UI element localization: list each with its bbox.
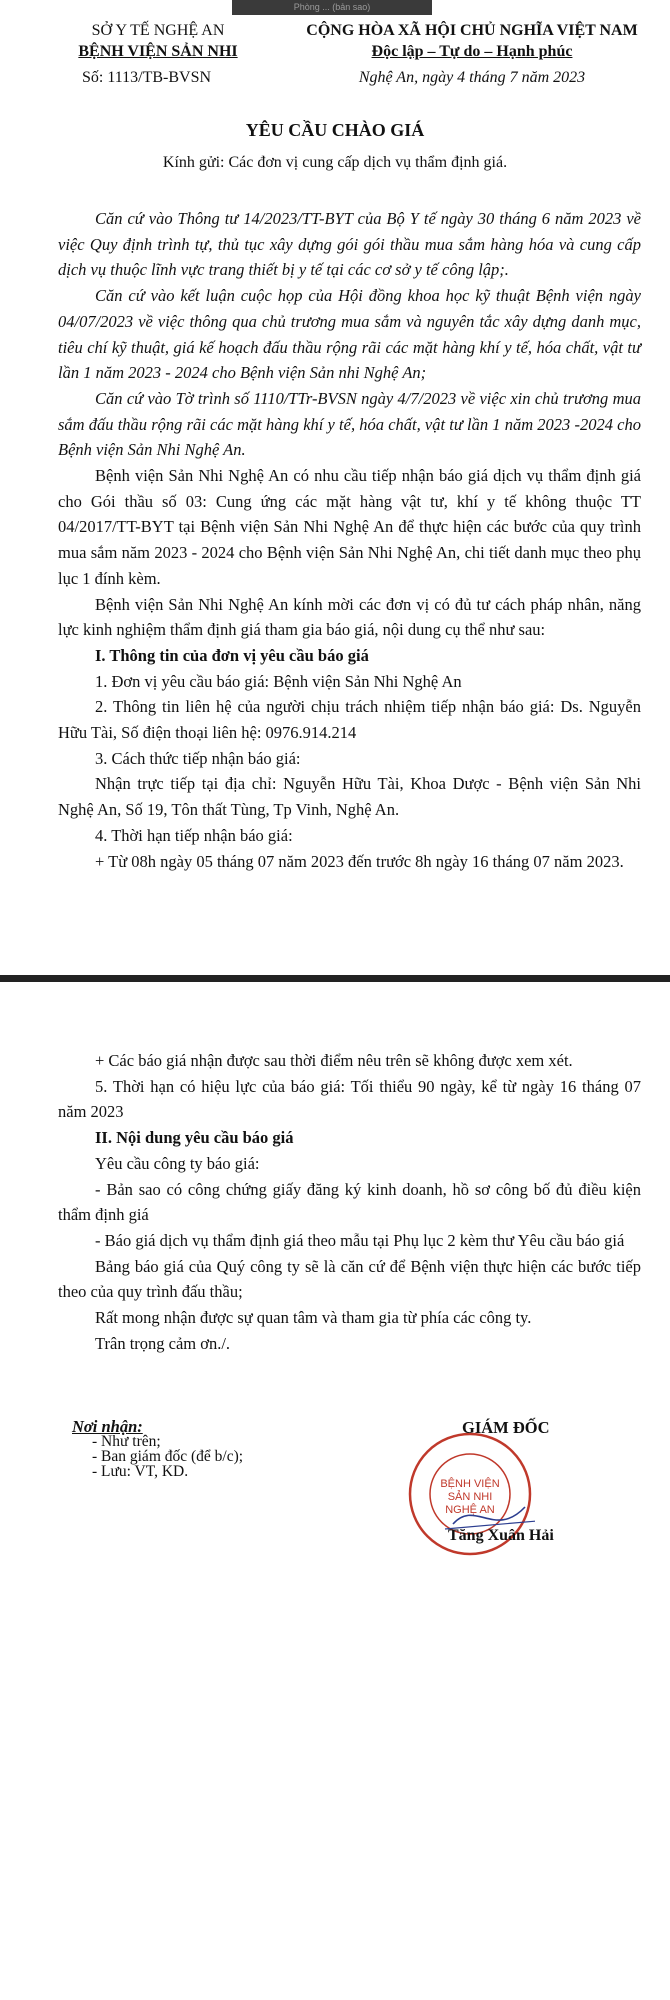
national-motto: Độc lập – Tự do – Hạnh phúc xyxy=(371,43,573,60)
paragraph: Căn cứ vào Thông tư 14/2023/TT-BYT của Bộ Y tế ngày 30 tháng 6 năm 2023 về việc Quy định trình tự, thủ tục xây dựng gói gói thầu mua sắm hàng hóa và cung cấp dịch vụ thuộc lĩnh vực trang thiết bị y tế tại các cơ sở y tế công lập;. xyxy=(58,209,641,280)
signer-title: GIÁM ĐỐC xyxy=(462,1418,550,1437)
recipient-item: - Như trên; xyxy=(92,1433,161,1450)
document-number: Số: 1113/TB-BVSN xyxy=(82,69,212,86)
paragraph: Bệnh viện Sản Nhi Nghệ An có nhu cầu tiếp nhận báo giá dịch vụ thẩm định giá cho Gói thầu số 03: Cung ứng các mặt hàng vật tư, khí y tế không thuộc TT 04/2017/TT-BYT tại Bệnh viện Sản Nhi Nghệ An để thực hiện các bước của quy trình mua sắm năm 2023 - 2024 cho Bệnh viện Sản Nhi Nghệ An, chi tiết danh mục theo phụ lục 1 đính kèm. xyxy=(58,466,641,588)
document-date: Nghệ An, ngày 4 tháng 7 năm 2023 xyxy=(358,69,586,86)
paragraph: Căn cứ vào kết luận cuộc họp của Hội đồng khoa học kỹ thuật Bệnh viện ngày 04/07/2023 về việc thông qua chủ trương mua sắm và nguyên tắc xây dựng danh mục, tiêu chí kỹ thuật, giá kế hoạch đấu thầu rộng rãi các mặt hàng khí y tế, hóa chất, vật tư lần 1 năm 2023 - 2024 cho Bệnh viện Sản nhi Nghệ An; xyxy=(58,286,641,383)
page-separator xyxy=(0,975,670,982)
paragraph: Bảng báo giá của Quý công ty sẽ là căn cứ để Bệnh viện thực hiện các bước tiếp theo của quy trình đấu thầu; xyxy=(58,1256,641,1302)
paragraph: Căn cứ vào Tờ trình số 1110/TTr-BVSN ngày 4/7/2023 về việc xin chủ trương mua sắm đấu thầu rộng rãi các mặt hàng khí y tế, hóa chất, vật tư lần 1 năm 2023 -2024 cho Bệnh viện Sản Nhi Nghệ An. xyxy=(58,388,641,460)
paragraph: 3. Cách thức tiếp nhận báo giá: xyxy=(95,748,301,768)
national-title: CỘNG HÒA XÃ HỘI CHỦ NGHĨA VIỆT NAM xyxy=(306,22,638,39)
recipients-heading: Nơi nhận: xyxy=(72,1417,143,1436)
recipient-item: - Lưu: VT, KD. xyxy=(92,1463,189,1480)
paragraph: + Từ 08h ngày 05 tháng 07 năm 2023 đến trước 8h ngày 16 tháng 07 năm 2023. xyxy=(95,851,624,871)
paragraph: - Bản sao có công chứng giấy đăng ký kinh doanh, hồ sơ công bố đủ điều kiện thẩm định giá xyxy=(58,1179,641,1225)
document-page-2 xyxy=(0,982,670,2000)
paragraph: + Các báo giá nhận được sau thời điểm nêu trên sẽ không được xem xét. xyxy=(95,1051,573,1070)
paragraph: 1. Đơn vị yêu cầu báo giá: Bệnh viện Sản Nhi Nghệ An xyxy=(95,671,462,691)
paragraph: II. Nội dung yêu cầu báo giá xyxy=(95,1128,294,1148)
document-page-1 xyxy=(0,0,670,975)
paragraph: 4. Thời hạn tiếp nhận báo giá: xyxy=(95,825,293,845)
greeting: Kính gửi: Các đơn vị cung cấp dịch vụ thẩm định giá. xyxy=(162,154,508,171)
agency-name: BỆNH VIỆN SẢN NHI xyxy=(78,43,238,60)
recipients-block xyxy=(72,1419,243,1479)
page1-body xyxy=(58,206,641,874)
paragraph: - Báo giá dịch vụ thẩm định giá theo mẫu tại Phụ lục 2 kèm thư Yêu cầu báo giá xyxy=(95,1230,625,1250)
paragraph: Nhận trực tiếp tại địa chỉ: Nguyễn Hữu Tài, Khoa Dược - Bệnh viện Sản Nhi Nghệ An, Số 19, Tôn thất Tùng, Tp Vinh, Nghệ An. xyxy=(58,774,641,820)
paragraph: Trân trọng cảm ơn./. xyxy=(95,1333,231,1353)
recipient-item: - Ban giám đốc (để b/c); xyxy=(92,1448,244,1465)
page2-body xyxy=(58,1048,641,1356)
paragraph: I. Thông tin của đơn vị yêu cầu báo giá xyxy=(95,645,369,665)
paragraph: 2. Thông tin liên hệ của người chịu trách nhiệm tiếp nhận báo giá: Ds. Nguyễn Hữu Tài, Số điện thoại liên hệ: 0976.914.214 xyxy=(58,697,641,743)
paragraph: 5. Thời hạn có hiệu lực của báo giá: Tối thiểu 90 ngày, kể từ ngày 16 tháng 07 năm 2023 xyxy=(58,1076,641,1122)
agency-parent: SỞ Y TẾ NGHỆ AN xyxy=(91,22,225,39)
document-title: YÊU CẦU CHÀO GIÁ xyxy=(245,120,425,140)
paragraph: Yêu cầu công ty báo giá: xyxy=(95,1153,260,1173)
national-header xyxy=(282,20,662,62)
paragraph: Bệnh viện Sản Nhi Nghệ An kính mời các đơn vị có đủ tư cách pháp nhân, năng lực kinh nghiệm thẩm định giá tham gia báo giá, nội dung cụ thể như sau: xyxy=(58,594,641,640)
seal-line: BỆNH VIỆN xyxy=(440,1478,500,1490)
agency-header xyxy=(58,20,258,62)
top-watermark-strip: Phòng ... (bản sao) xyxy=(232,0,432,15)
seal-line: NGHỆ AN xyxy=(445,1504,495,1516)
seal-line: SẢN NHI xyxy=(447,1491,493,1503)
signer-name: Tăng Xuân Hải xyxy=(448,1527,554,1544)
paragraph: Rất mong nhận được sự quan tâm và tham gia từ phía các công ty. xyxy=(95,1308,532,1328)
